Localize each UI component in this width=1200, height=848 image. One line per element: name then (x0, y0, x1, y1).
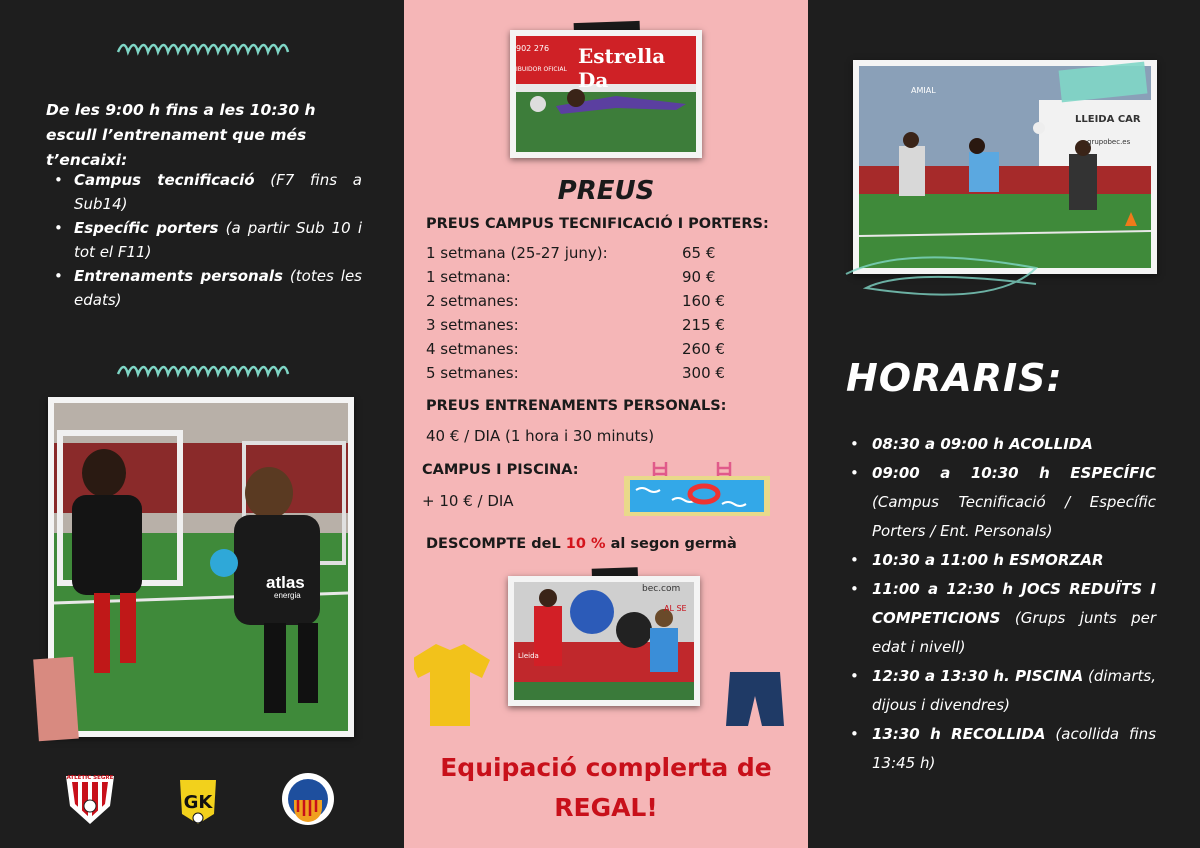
schedule-title: HORARIS: (846, 356, 1063, 400)
pool-price: + 10 € / DIA (422, 492, 514, 510)
intro-text: De les 9:00 h fins a les 10:30 h escull l’entrenament que més t’encaixi: (46, 101, 316, 169)
photo-banner-sub: IBUIDOR OFICIAL (516, 66, 567, 73)
atletic-lleida-logo (280, 770, 336, 828)
list-item: • Entrenaments personals (totes les edats) (50, 264, 362, 312)
training-options-list (50, 168, 362, 312)
wave-decoration-top (116, 36, 292, 58)
fitness-training-photo (508, 576, 700, 706)
shorts-icon (726, 668, 784, 732)
goalkeeper-diving-photo (510, 30, 702, 158)
campus-prices-heading: PREUS CAMPUS TECNIFICACIÓ I PORTERS: (426, 216, 769, 232)
list-item: • 10:30 a 11:00 h ESMORZAR (848, 546, 1156, 575)
schedule-list (848, 430, 1156, 778)
photo-banner-brand: Estrella Da (578, 44, 666, 92)
photo-banner-text: LLEIDA CAR (1075, 114, 1141, 125)
pool-heading: CAMPUS I PISCINA: (422, 462, 579, 478)
scribble-decoration (842, 244, 1052, 300)
kids-goalkeepers-photo (48, 397, 354, 737)
photo-side-text: AMIAL (911, 86, 936, 95)
gk-logo (170, 770, 226, 828)
gift-text: Equipació complerta de REGAL! (440, 753, 772, 822)
svg-text:★ ★ ★: ★ ★ ★ (301, 778, 315, 783)
list-item: • 09:00 a 10:30 h ESPECÍFIC (Campus Tecnificació / Específic Porters / Ent. Personals) (848, 459, 1156, 546)
photo-sponsor-sub: energia (274, 591, 301, 600)
pool-icon (622, 460, 772, 518)
list-item: • 11:00 a 12:30 h JOCS REDUÏTS I COMPETICIONS (Grups junts per edat i nivell) (848, 575, 1156, 662)
wave-decoration-mid (116, 358, 292, 380)
yellow-shirt-icon (414, 640, 492, 730)
svg-text:GK: GK (183, 792, 213, 813)
photo-web-text: grupobec.es (1087, 138, 1131, 146)
svg-text:ATLÈTIC SEGRE: ATLÈTIC SEGRE (66, 775, 114, 781)
tape-decoration (33, 657, 79, 742)
photo-web-text: bec.com (642, 584, 681, 594)
photo-tag-text: AL SE (664, 604, 687, 613)
photo-sponsor-text: atlas (266, 573, 305, 592)
list-item: • Campus tecnificació (F7 fins a Sub14) (50, 168, 362, 216)
list-item: • 12:30 a 13:30 h. PISCINA (dimarts, dijous i divendres) (848, 662, 1156, 720)
photo-label-text: Lleida (518, 652, 539, 660)
photo-banner-phone: 902 276 (516, 44, 550, 53)
list-item: • 13:30 h RECOLLIDA (acollida fins 13:45 h) (848, 720, 1156, 778)
personal-price: 40 € / DIA (1 hora i 30 minuts) (426, 427, 655, 445)
list-item: • 08:30 a 09:00 h ACOLLIDA (848, 430, 1156, 459)
list-item: • Específic porters (a partir Sub 10 i tot el F11) (50, 216, 362, 264)
personal-prices-heading: PREUS ENTRENAMENTS PERSONALS: (426, 398, 727, 414)
discount-text: DESCOMPTE deL 10 % al segon germà (426, 536, 737, 552)
atletic-segre-logo (62, 770, 118, 828)
prices-title: PREUS (557, 176, 655, 206)
